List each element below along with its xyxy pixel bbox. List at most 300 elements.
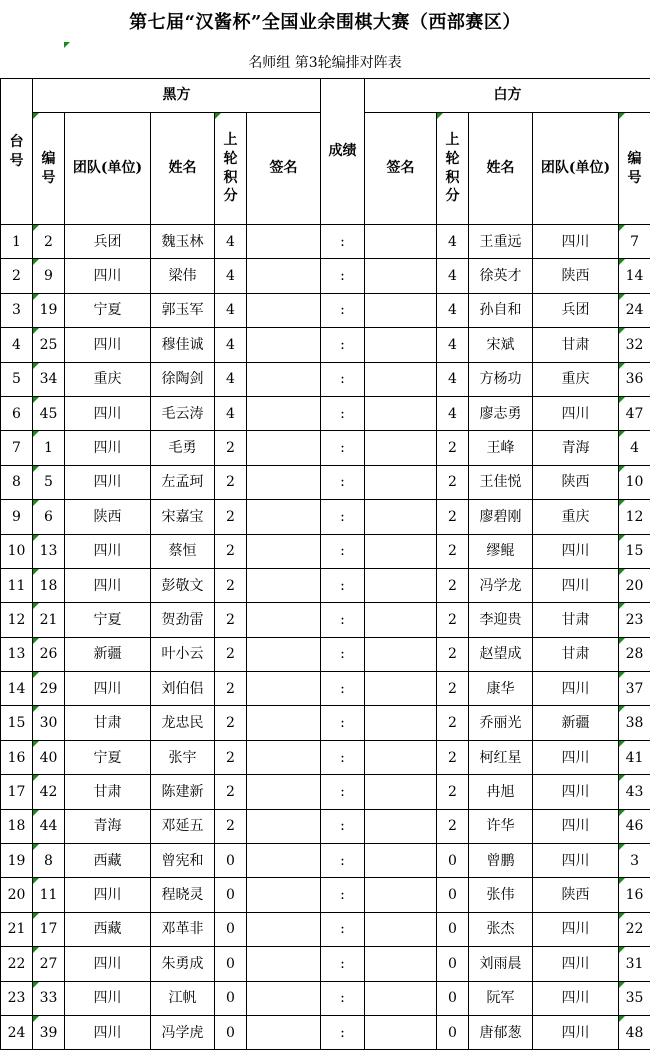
white-name-cell: 宋斌 xyxy=(469,328,533,362)
white-sign-cell xyxy=(365,844,437,878)
black-seed-cell: 33 xyxy=(33,981,65,1015)
white-seed-cell: 22 xyxy=(619,912,650,946)
result-cell: : xyxy=(321,809,365,843)
white-name-cell: 孙自和 xyxy=(469,293,533,327)
black-name-cell: 魏玉林 xyxy=(151,225,215,259)
black-team-cell: 甘肃 xyxy=(65,775,151,809)
white-name-cell: 唐郁葱 xyxy=(469,1015,533,1049)
black-team-cell: 四川 xyxy=(65,947,151,981)
table-no-cell: 10 xyxy=(1,534,33,568)
black-prev-score-cell: 2 xyxy=(215,568,247,602)
black-sign-cell xyxy=(247,534,321,568)
table-row xyxy=(1,809,650,843)
black-name-cell: 刘伯侣 xyxy=(151,672,215,706)
table-no-cell: 8 xyxy=(1,465,33,499)
black-name-cell: 江帆 xyxy=(151,981,215,1015)
black-sign-cell xyxy=(247,225,321,259)
black-team-cell: 宁夏 xyxy=(65,293,151,327)
white-seed-cell: 3 xyxy=(619,844,650,878)
white-seed-cell: 28 xyxy=(619,637,650,671)
black-sign-cell xyxy=(247,431,321,465)
white-team-cell: 四川 xyxy=(533,225,619,259)
black-name-cell: 宋嘉宝 xyxy=(151,500,215,534)
result-cell: : xyxy=(321,603,365,637)
result-cell: : xyxy=(321,465,365,499)
white-seed-cell: 15 xyxy=(619,534,650,568)
table-no-cell: 14 xyxy=(1,672,33,706)
white-seed-cell: 14 xyxy=(619,259,650,293)
header-white-sign: 签名 xyxy=(365,113,437,225)
white-prev-score-cell: 2 xyxy=(437,500,469,534)
black-sign-cell xyxy=(247,981,321,1015)
white-team-cell: 甘肃 xyxy=(533,637,619,671)
black-seed-cell: 17 xyxy=(33,912,65,946)
table-row xyxy=(1,225,650,259)
black-name-cell: 邓革非 xyxy=(151,912,215,946)
result-cell: : xyxy=(321,500,365,534)
white-seed-cell: 31 xyxy=(619,947,650,981)
black-prev-score-cell: 0 xyxy=(215,844,247,878)
page-title: 第七届“汉酱杯”全国业余围棋大赛（西部赛区） xyxy=(129,12,521,33)
table-row xyxy=(1,775,650,809)
white-prev-score-cell: 4 xyxy=(437,328,469,362)
white-team-cell: 四川 xyxy=(533,1015,619,1049)
white-sign-cell xyxy=(365,534,437,568)
white-name-cell: 王重远 xyxy=(469,225,533,259)
black-seed-cell: 2 xyxy=(33,225,65,259)
table-row xyxy=(1,362,650,396)
table-row xyxy=(1,396,650,430)
header-black-seed: 编号 xyxy=(33,113,65,225)
black-seed-cell: 21 xyxy=(33,603,65,637)
result-cell: : xyxy=(321,775,365,809)
black-name-cell: 程晓灵 xyxy=(151,878,215,912)
white-sign-cell xyxy=(365,396,437,430)
white-seed-cell: 16 xyxy=(619,878,650,912)
black-team-cell: 宁夏 xyxy=(65,740,151,774)
result-cell: : xyxy=(321,1015,365,1049)
black-prev-score-cell: 0 xyxy=(215,981,247,1015)
black-prev-score-cell: 2 xyxy=(215,534,247,568)
white-seed-cell: 7 xyxy=(619,225,650,259)
white-name-cell: 曾鹏 xyxy=(469,844,533,878)
black-team-cell: 重庆 xyxy=(65,362,151,396)
white-sign-cell xyxy=(365,465,437,499)
black-sign-cell xyxy=(247,603,321,637)
white-prev-score-cell: 0 xyxy=(437,878,469,912)
black-prev-score-cell: 0 xyxy=(215,1015,247,1049)
header-result: 成绩 xyxy=(321,79,365,225)
black-sign-cell xyxy=(247,672,321,706)
white-seed-cell: 12 xyxy=(619,500,650,534)
table-no-cell: 11 xyxy=(1,568,33,602)
white-name-cell: 缪鲲 xyxy=(469,534,533,568)
white-seed-cell: 35 xyxy=(619,981,650,1015)
black-seed-cell: 30 xyxy=(33,706,65,740)
black-prev-score-cell: 2 xyxy=(215,500,247,534)
black-prev-score-cell: 4 xyxy=(215,225,247,259)
black-team-cell: 陕西 xyxy=(65,500,151,534)
black-prev-score-cell: 2 xyxy=(215,431,247,465)
white-team-cell: 四川 xyxy=(533,672,619,706)
black-sign-cell xyxy=(247,706,321,740)
result-cell: : xyxy=(321,396,365,430)
black-seed-cell: 5 xyxy=(33,465,65,499)
white-sign-cell xyxy=(365,878,437,912)
black-sign-cell xyxy=(247,259,321,293)
white-seed-cell: 43 xyxy=(619,775,650,809)
result-cell: : xyxy=(321,568,365,602)
white-team-cell: 陕西 xyxy=(533,465,619,499)
black-name-cell: 龙忠民 xyxy=(151,706,215,740)
table-row xyxy=(1,431,650,465)
black-seed-cell: 44 xyxy=(33,809,65,843)
white-prev-score-cell: 2 xyxy=(437,775,469,809)
table-row xyxy=(1,534,650,568)
black-name-cell: 穆佳诚 xyxy=(151,328,215,362)
white-team-cell: 重庆 xyxy=(533,362,619,396)
white-sign-cell xyxy=(365,500,437,534)
white-team-cell: 四川 xyxy=(533,809,619,843)
black-prev-score-cell: 4 xyxy=(215,328,247,362)
table-no-cell: 3 xyxy=(1,293,33,327)
table-no-cell: 12 xyxy=(1,603,33,637)
black-name-cell: 毛云涛 xyxy=(151,396,215,430)
header-white-name: 姓名 xyxy=(469,113,533,225)
table-row xyxy=(1,465,650,499)
white-name-cell: 王峰 xyxy=(469,431,533,465)
black-seed-cell: 40 xyxy=(33,740,65,774)
white-sign-cell xyxy=(365,1015,437,1049)
result-cell: : xyxy=(321,431,365,465)
table-row xyxy=(1,328,650,362)
white-name-cell: 阮军 xyxy=(469,981,533,1015)
black-seed-cell: 45 xyxy=(33,396,65,430)
result-cell: : xyxy=(321,740,365,774)
black-prev-score-cell: 2 xyxy=(215,603,247,637)
black-team-cell: 新疆 xyxy=(65,637,151,671)
white-seed-cell: 47 xyxy=(619,396,650,430)
white-sign-cell xyxy=(365,912,437,946)
table-row xyxy=(1,293,650,327)
table-no-cell: 17 xyxy=(1,775,33,809)
white-name-cell: 康华 xyxy=(469,672,533,706)
white-sign-cell xyxy=(365,293,437,327)
white-name-cell: 刘雨晨 xyxy=(469,947,533,981)
white-seed-cell: 4 xyxy=(619,431,650,465)
table-no-cell: 5 xyxy=(1,362,33,396)
black-sign-cell xyxy=(247,637,321,671)
table-row xyxy=(1,844,650,878)
black-name-cell: 梁伟 xyxy=(151,259,215,293)
white-name-cell: 冉旭 xyxy=(469,775,533,809)
black-prev-score-cell: 0 xyxy=(215,947,247,981)
white-sign-cell xyxy=(365,259,437,293)
white-team-cell: 陕西 xyxy=(533,878,619,912)
black-seed-cell: 29 xyxy=(33,672,65,706)
table-no-cell: 13 xyxy=(1,637,33,671)
black-prev-score-cell: 4 xyxy=(215,259,247,293)
white-seed-cell: 48 xyxy=(619,1015,650,1049)
black-sign-cell xyxy=(247,775,321,809)
white-team-cell: 青海 xyxy=(533,431,619,465)
white-team-cell: 四川 xyxy=(533,947,619,981)
white-name-cell: 王佳悦 xyxy=(469,465,533,499)
black-prev-score-cell: 0 xyxy=(215,878,247,912)
black-name-cell: 张宇 xyxy=(151,740,215,774)
white-team-cell: 四川 xyxy=(533,568,619,602)
table-row xyxy=(1,568,650,602)
white-prev-score-cell: 0 xyxy=(437,844,469,878)
white-sign-cell xyxy=(365,431,437,465)
header-black-team: 团队(单位) xyxy=(65,113,151,225)
white-name-cell: 徐英才 xyxy=(469,259,533,293)
header-white-seed: 编号 xyxy=(619,113,650,225)
table-row xyxy=(1,1015,650,1049)
white-sign-cell xyxy=(365,568,437,602)
white-name-cell: 冯学龙 xyxy=(469,568,533,602)
white-sign-cell xyxy=(365,362,437,396)
header-black-sign: 签名 xyxy=(247,113,321,225)
table-no-cell: 22 xyxy=(1,947,33,981)
white-sign-cell xyxy=(365,328,437,362)
white-team-cell: 兵团 xyxy=(533,293,619,327)
black-prev-score-cell: 2 xyxy=(215,775,247,809)
black-sign-cell xyxy=(247,328,321,362)
result-cell: : xyxy=(321,947,365,981)
table-no-cell: 20 xyxy=(1,878,33,912)
white-seed-cell: 37 xyxy=(619,672,650,706)
white-name-cell: 许华 xyxy=(469,809,533,843)
white-sign-cell xyxy=(365,637,437,671)
white-team-cell: 甘肃 xyxy=(533,328,619,362)
table-row xyxy=(1,878,650,912)
black-name-cell: 叶小云 xyxy=(151,637,215,671)
white-team-cell: 四川 xyxy=(533,534,619,568)
white-sign-cell xyxy=(365,947,437,981)
white-prev-score-cell: 0 xyxy=(437,1015,469,1049)
black-seed-cell: 9 xyxy=(33,259,65,293)
white-prev-score-cell: 4 xyxy=(437,396,469,430)
page-subtitle: 名师组 第3轮编排对阵表 xyxy=(248,55,402,71)
black-seed-cell: 25 xyxy=(33,328,65,362)
white-prev-score-cell: 0 xyxy=(437,947,469,981)
table-no-cell: 24 xyxy=(1,1015,33,1049)
table-no-cell: 15 xyxy=(1,706,33,740)
black-seed-cell: 42 xyxy=(33,775,65,809)
black-team-cell: 四川 xyxy=(65,1015,151,1049)
black-seed-cell: 27 xyxy=(33,947,65,981)
black-team-cell: 四川 xyxy=(65,672,151,706)
black-seed-cell: 34 xyxy=(33,362,65,396)
table-no-cell: 6 xyxy=(1,396,33,430)
white-prev-score-cell: 2 xyxy=(437,706,469,740)
white-prev-score-cell: 4 xyxy=(437,225,469,259)
black-team-cell: 西藏 xyxy=(65,912,151,946)
black-team-cell: 青海 xyxy=(65,809,151,843)
black-name-cell: 左孟珂 xyxy=(151,465,215,499)
black-team-cell: 宁夏 xyxy=(65,603,151,637)
pairing-table xyxy=(0,78,650,1050)
black-sign-cell xyxy=(247,844,321,878)
white-prev-score-cell: 4 xyxy=(437,259,469,293)
result-cell: : xyxy=(321,981,365,1015)
table-row xyxy=(1,947,650,981)
black-seed-cell: 18 xyxy=(33,568,65,602)
black-name-cell: 彭敬文 xyxy=(151,568,215,602)
table-row xyxy=(1,740,650,774)
black-prev-score-cell: 2 xyxy=(215,706,247,740)
black-sign-cell xyxy=(247,809,321,843)
black-sign-cell xyxy=(247,500,321,534)
black-sign-cell xyxy=(247,912,321,946)
header-table-no: 台号 xyxy=(1,79,33,225)
white-sign-cell xyxy=(365,775,437,809)
result-cell: : xyxy=(321,225,365,259)
result-cell: : xyxy=(321,912,365,946)
white-prev-score-cell: 0 xyxy=(437,912,469,946)
white-name-cell: 廖志勇 xyxy=(469,396,533,430)
black-name-cell: 蔡恒 xyxy=(151,534,215,568)
black-prev-score-cell: 4 xyxy=(215,293,247,327)
result-cell: : xyxy=(321,672,365,706)
black-prev-score-cell: 2 xyxy=(215,637,247,671)
black-seed-cell: 19 xyxy=(33,293,65,327)
table-row xyxy=(1,259,650,293)
white-sign-cell xyxy=(365,225,437,259)
white-seed-cell: 32 xyxy=(619,328,650,362)
white-name-cell: 赵望成 xyxy=(469,637,533,671)
black-sign-cell xyxy=(247,1015,321,1049)
white-seed-cell: 20 xyxy=(619,568,650,602)
white-seed-cell: 23 xyxy=(619,603,650,637)
white-team-cell: 四川 xyxy=(533,844,619,878)
white-team-cell: 甘肃 xyxy=(533,603,619,637)
white-name-cell: 廖碧刚 xyxy=(469,500,533,534)
black-name-cell: 贺劲雷 xyxy=(151,603,215,637)
white-name-cell: 张伟 xyxy=(469,878,533,912)
black-team-cell: 四川 xyxy=(65,465,151,499)
white-prev-score-cell: 2 xyxy=(437,637,469,671)
black-seed-cell: 13 xyxy=(33,534,65,568)
cell-comment-marker xyxy=(64,42,70,48)
white-prev-score-cell: 2 xyxy=(437,672,469,706)
pairing-rows xyxy=(1,225,650,1050)
table-row xyxy=(1,981,650,1015)
black-team-cell: 甘肃 xyxy=(65,706,151,740)
black-team-cell: 四川 xyxy=(65,259,151,293)
black-prev-score-cell: 4 xyxy=(215,396,247,430)
table-row xyxy=(1,706,650,740)
white-seed-cell: 41 xyxy=(619,740,650,774)
white-team-cell: 重庆 xyxy=(533,500,619,534)
white-team-cell: 四川 xyxy=(533,396,619,430)
table-row xyxy=(1,500,650,534)
black-name-cell: 曾宪和 xyxy=(151,844,215,878)
white-prev-score-cell: 2 xyxy=(437,603,469,637)
result-cell: : xyxy=(321,534,365,568)
black-team-cell: 西藏 xyxy=(65,844,151,878)
table-no-cell: 23 xyxy=(1,981,33,1015)
result-cell: : xyxy=(321,844,365,878)
black-name-cell: 毛勇 xyxy=(151,431,215,465)
header-white: 白方 xyxy=(365,79,650,113)
black-seed-cell: 11 xyxy=(33,878,65,912)
result-cell: : xyxy=(321,637,365,671)
black-team-cell: 四川 xyxy=(65,981,151,1015)
result-cell: : xyxy=(321,878,365,912)
table-no-cell: 18 xyxy=(1,809,33,843)
header-black-name: 姓名 xyxy=(151,113,215,225)
white-prev-score-cell: 0 xyxy=(437,981,469,1015)
white-sign-cell xyxy=(365,981,437,1015)
black-prev-score-cell: 4 xyxy=(215,362,247,396)
white-name-cell: 李迎贵 xyxy=(469,603,533,637)
white-team-cell: 新疆 xyxy=(533,706,619,740)
white-team-cell: 四川 xyxy=(533,981,619,1015)
result-cell: : xyxy=(321,293,365,327)
white-sign-cell xyxy=(365,603,437,637)
black-prev-score-cell: 2 xyxy=(215,740,247,774)
white-team-cell: 四川 xyxy=(533,740,619,774)
white-prev-score-cell: 2 xyxy=(437,809,469,843)
black-sign-cell xyxy=(247,740,321,774)
black-seed-cell: 6 xyxy=(33,500,65,534)
black-name-cell: 朱勇成 xyxy=(151,947,215,981)
black-team-cell: 兵团 xyxy=(65,225,151,259)
header-black: 黑方 xyxy=(33,79,321,113)
table-no-cell: 9 xyxy=(1,500,33,534)
white-prev-score-cell: 2 xyxy=(437,534,469,568)
black-name-cell: 陈建新 xyxy=(151,775,215,809)
white-prev-score-cell: 2 xyxy=(437,740,469,774)
white-name-cell: 张杰 xyxy=(469,912,533,946)
black-name-cell: 徐陶剑 xyxy=(151,362,215,396)
white-sign-cell xyxy=(365,706,437,740)
white-team-cell: 四川 xyxy=(533,775,619,809)
black-prev-score-cell: 0 xyxy=(215,912,247,946)
white-prev-score-cell: 2 xyxy=(437,465,469,499)
black-name-cell: 邓延五 xyxy=(151,809,215,843)
white-seed-cell: 46 xyxy=(619,809,650,843)
white-prev-score-cell: 2 xyxy=(437,431,469,465)
white-seed-cell: 36 xyxy=(619,362,650,396)
black-team-cell: 四川 xyxy=(65,328,151,362)
white-seed-cell: 10 xyxy=(619,465,650,499)
white-prev-score-cell: 2 xyxy=(437,568,469,602)
black-team-cell: 四川 xyxy=(65,878,151,912)
black-sign-cell xyxy=(247,293,321,327)
white-team-cell: 陕西 xyxy=(533,259,619,293)
table-row xyxy=(1,912,650,946)
white-name-cell: 乔丽光 xyxy=(469,706,533,740)
black-seed-cell: 1 xyxy=(33,431,65,465)
table-no-cell: 7 xyxy=(1,431,33,465)
white-name-cell: 柯红星 xyxy=(469,740,533,774)
black-name-cell: 冯学虎 xyxy=(151,1015,215,1049)
black-prev-score-cell: 2 xyxy=(215,465,247,499)
header-row-group xyxy=(1,79,650,113)
result-cell: : xyxy=(321,362,365,396)
table-no-cell: 4 xyxy=(1,328,33,362)
table-row xyxy=(1,603,650,637)
white-seed-cell: 24 xyxy=(619,293,650,327)
table-row xyxy=(1,637,650,671)
table-no-cell: 1 xyxy=(1,225,33,259)
table-no-cell: 19 xyxy=(1,844,33,878)
white-team-cell: 四川 xyxy=(533,912,619,946)
black-sign-cell xyxy=(247,947,321,981)
